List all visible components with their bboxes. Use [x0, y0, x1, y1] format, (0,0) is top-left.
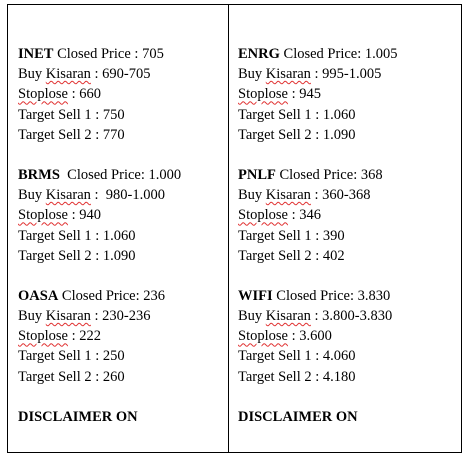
stoploss-line: Stoplose : 660: [18, 86, 101, 103]
buy-range-line: Buy Kisaran : 3.800-3.830: [238, 308, 393, 325]
ticker: OASA: [18, 287, 59, 304]
target1-line: Target Sell 1 : 390: [238, 227, 345, 244]
closed-price-line: BRMS Closed Price: 1.000: [18, 166, 182, 183]
target2-line: Target Sell 2 : 1.090: [238, 126, 356, 143]
target2-value: 4.180: [322, 368, 356, 385]
buy-range-line: Buy Kisaran : 995-1.005: [238, 66, 382, 83]
target2-value: 1.090: [322, 126, 356, 143]
ticker: WIFI: [238, 287, 273, 304]
target2-line: Target Sell 2 : 770: [18, 126, 125, 143]
closed-price-line: INET Closed Price : 705: [18, 46, 164, 62]
left-column: [18, 44, 223, 427]
buy-range-value: 995-1.005: [322, 66, 382, 83]
target2-value: 1.090: [102, 247, 136, 264]
target1-value: 1.060: [102, 227, 136, 244]
stoploss-value: 3.600: [299, 328, 332, 345]
closed-price-value: 1.000: [148, 166, 182, 183]
closed-price-value: 368: [360, 166, 383, 183]
column-divider: [228, 4, 229, 453]
closed-price-line: OASA Closed Price: 236: [18, 287, 166, 304]
target2-value: 770: [102, 126, 125, 143]
closed-price-value: 236: [143, 287, 166, 304]
stock-block-brms: [18, 165, 223, 266]
stock-block-oasa: [18, 286, 223, 387]
buy-range-value: 980-1.000: [105, 187, 166, 204]
closed-price-label: Closed Price: [279, 166, 354, 183]
target1-line: Target Sell 1 : 1.060: [238, 106, 356, 123]
target1-value: 1.060: [322, 106, 356, 123]
stoploss-value: 945: [299, 86, 321, 103]
stoploss-line: Stoplose : 346: [238, 207, 321, 224]
buy-range-value: 230-236: [102, 308, 151, 325]
stoploss-line: Stoplose : 945: [238, 86, 321, 103]
ticker: PNLF: [238, 166, 276, 183]
stoploss-line: Stoplose : 3.600: [238, 328, 332, 345]
stoploss-line: Stoplose : 940: [18, 207, 101, 224]
ticker: BRMS: [18, 166, 60, 183]
target2-line: Target Sell 2 : 1.090: [18, 247, 136, 264]
closed-price-label: Closed Price: [67, 166, 141, 183]
closed-price-line: PNLF Closed Price: 368: [238, 166, 383, 183]
closed-price-label: Closed Price: [283, 46, 358, 62]
closed-price-line: ENRG Closed Price: 1.005: [238, 46, 398, 62]
ticker: ENRG: [238, 46, 280, 62]
stock-block-pnlf: [238, 165, 443, 266]
target2-value: 260: [102, 368, 125, 385]
buy-range-line: Buy Kisaran : 230-236: [18, 308, 151, 325]
target1-value: 250: [102, 348, 125, 365]
target1-line: Target Sell 1 : 750: [18, 106, 125, 123]
disclaimer: DISCLAIMER ON: [238, 408, 358, 425]
right-column: [238, 44, 443, 427]
target1-line: Target Sell 1 : 4.060: [238, 348, 356, 365]
closed-price-value: 705: [142, 46, 164, 62]
stock-block-enrg: [238, 44, 443, 145]
stock-block-inet: [18, 44, 223, 145]
target1-line: Target Sell 1 : 1.060: [18, 227, 136, 244]
closed-price-value: 1.005: [364, 46, 398, 62]
closed-price-label: Closed Price: [57, 46, 131, 62]
target1-line: Target Sell 1 : 250: [18, 348, 125, 365]
stoploss-value: 222: [79, 328, 101, 345]
disclaimer: DISCLAIMER ON: [18, 408, 138, 425]
stoploss-value: 660: [79, 86, 101, 103]
target1-value: 750: [102, 106, 125, 123]
buy-range-line: Buy Kisaran : 980-1.000: [18, 187, 166, 204]
target2-value: 402: [322, 247, 345, 264]
stoploss-value: 346: [299, 207, 321, 224]
target2-line: Target Sell 2 : 4.180: [238, 368, 356, 385]
buy-range-value: 3.800-3.830: [322, 308, 393, 325]
stoploss-line: Stoplose : 222: [18, 328, 101, 345]
closed-price-label: Closed Price: [276, 287, 350, 304]
ticker: INET: [18, 46, 54, 62]
stoploss-value: 940: [79, 207, 101, 224]
closed-price-label: Closed Price: [61, 287, 136, 304]
target2-line: Target Sell 2 : 260: [18, 368, 125, 385]
closed-price-value: 3.830: [357, 287, 391, 304]
target1-value: 390: [322, 227, 345, 244]
buy-range-line: Buy Kisaran : 690-705: [18, 66, 151, 83]
stock-block-wifi: [238, 286, 443, 387]
buy-range-line: Buy Kisaran : 360-368: [238, 187, 371, 204]
closed-price-line: WIFI Closed Price: 3.830: [238, 287, 391, 304]
target2-line: Target Sell 2 : 402: [238, 247, 345, 264]
target1-value: 4.060: [322, 348, 356, 365]
buy-range-value: 690-705: [102, 66, 151, 83]
buy-range-value: 360-368: [322, 187, 371, 204]
